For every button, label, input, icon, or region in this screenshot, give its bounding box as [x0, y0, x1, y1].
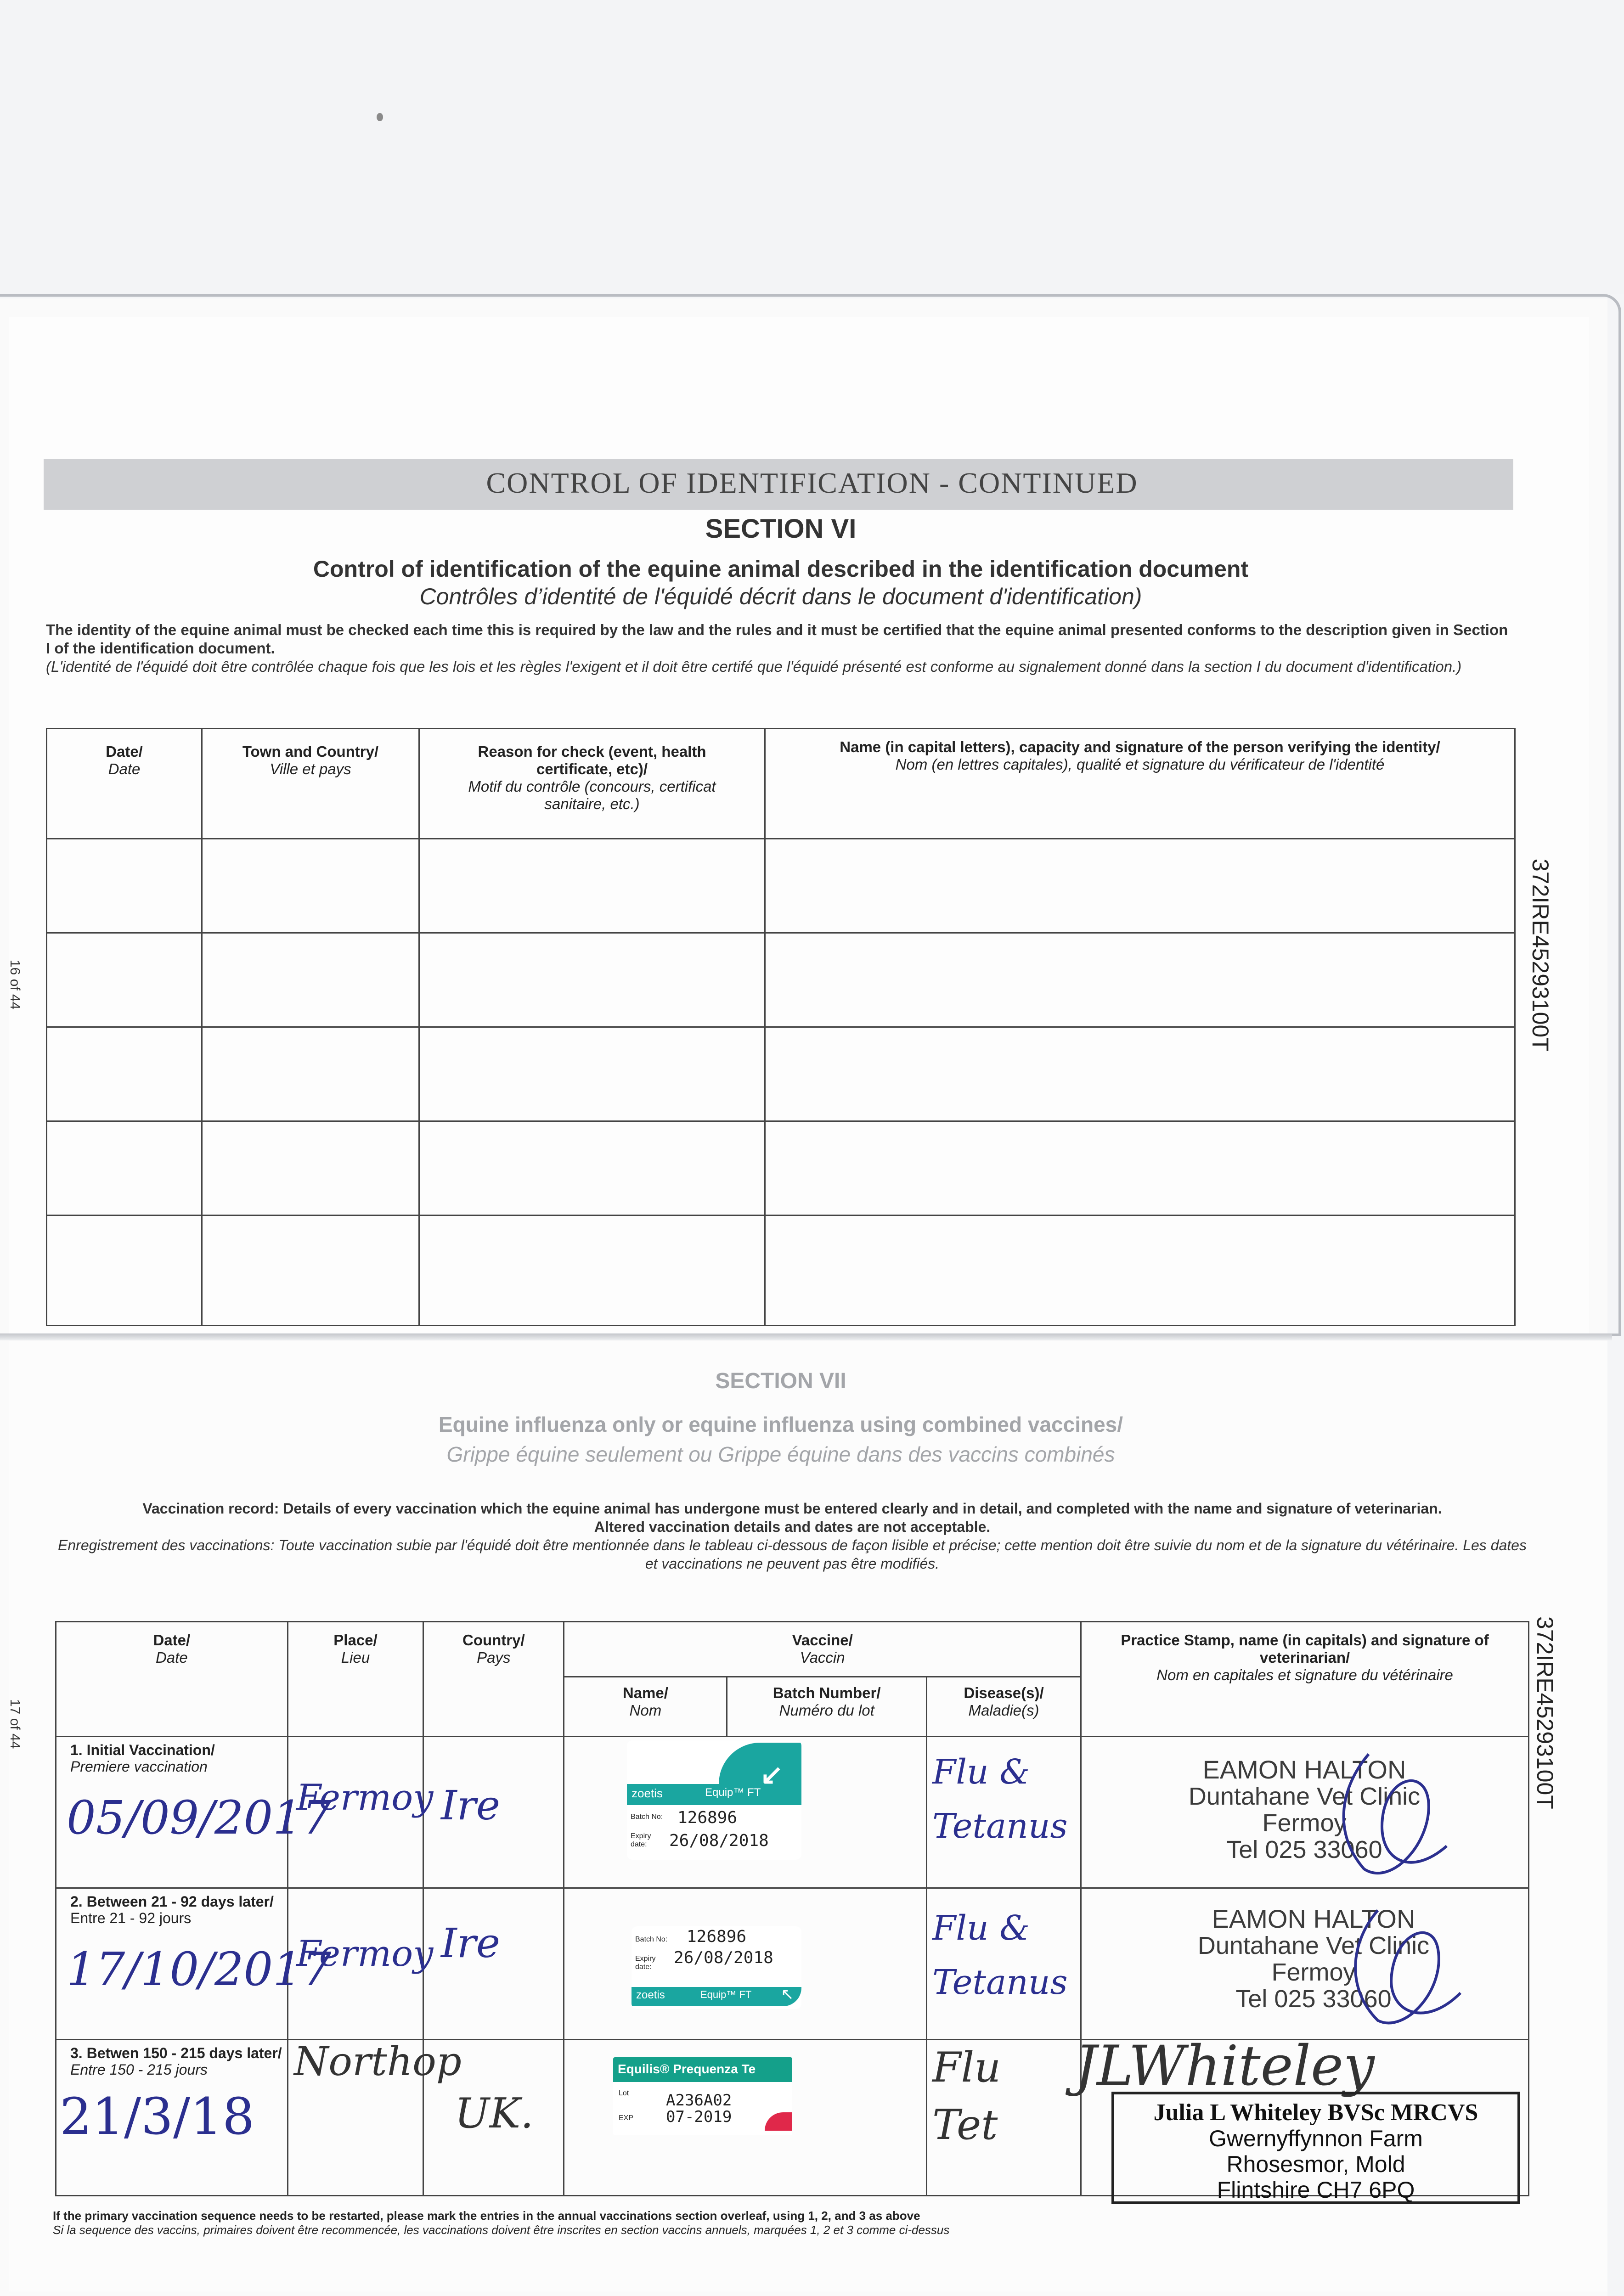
vet-stamp-3: Julia L Whiteley BVSc MRCVS Gwernyffynnon Farm Rhosesmor, Mold Flintshire CH7 6PQ — [1111, 2092, 1520, 2204]
batch-number: 126896 — [687, 1927, 747, 1946]
vaccine-sticker-3: Equilis® Prequenza Te Lot A236A02 EXP 07-2019 — [613, 2057, 792, 2135]
intro-bold: The identity of the equine animal must be checked each time this is required by the law and the rules and it must be certified that the equine animal presented conforms to the description given in Section I of the identification document. — [46, 621, 1508, 657]
row2-country: Ire — [441, 1919, 500, 1967]
section-title: SECTION VI — [705, 514, 857, 544]
col-verifier: Name (in capital letters), capacity and signature of the person verifying the identity/ Nom (en lettres capitales), qualité et signature du vérificateur de l'identité — [765, 729, 1515, 839]
banner-title: CONTROL OF IDENTIFICATION - CONTINUED — [486, 467, 1138, 499]
row1-disease: Flu & Tetanus — [932, 1752, 1068, 1846]
page-title-fr: Contrôles d’identité de l'équidé décrit dans le document d'identification) — [419, 584, 1142, 609]
table-row: 1. Initial Vaccination/ Premiere vaccination — [56, 1737, 1529, 1888]
row3-country: UK. — [455, 2089, 534, 2138]
row1-place: Fermoy — [296, 1777, 434, 1818]
page-number-bottom: 17 of 44 — [7, 1699, 23, 1749]
row1-date: 05/09/2017 — [67, 1791, 332, 1845]
page-title: Control of identification of the equine animal described in the identification document — [313, 556, 1249, 582]
vaccination-intro-bold: Vaccination record: Details of every vaccination which the equine animal has undergone must be entered clearly and in detail, and completed with the name and signature of veterinarian. — [142, 1500, 1442, 1517]
row2-date: 17/10/2017 — [67, 1942, 332, 1996]
scanner-background — [0, 0, 1624, 294]
hdr-vaccine: Vaccine/ Vaccin — [564, 1622, 1081, 1677]
hdr-disease: Disease(s)/ Maladie(s) — [926, 1677, 1081, 1737]
page-fold — [0, 1334, 1612, 1340]
vaccination-intro-fr: Enregistrement des vaccinations: Toute vaccination subie par l'équidé doit être mentionnée dans le tableau ci-dessous de façon lisible et précise; cette mention doit être suivie du nom et de la signature du vétérinaire. Les dates et vaccinations ne peuvent pas être modifiés. — [58, 1537, 1527, 1572]
passport-id-bottom: 372IRE45293100T — [1532, 1616, 1558, 1809]
vaccine-name: Equilis® Prequenza Te — [618, 2062, 756, 2076]
hdr-date: Date/ Date — [56, 1622, 288, 1737]
arrow-icon: ↙ — [760, 1759, 784, 1790]
table-row — [47, 839, 1515, 933]
col-date: Date/ Date — [47, 729, 202, 839]
table-row: 3. Betwen 150 - 215 days later/ Entre 150 - 215 jours — [56, 2040, 1529, 2196]
signature-3: JLWhiteley — [1075, 2034, 1375, 2098]
hdr-name: Name/ Nom — [564, 1677, 727, 1737]
vaccine-sticker-2: Batch No: 126896 Expiry date: 26/08/2018 zoetis Equip™ FT ↖ — [632, 1926, 801, 2009]
vaccine-sticker-1: ↙ zoetis Equip™ FT Batch No: 126896 Expiry date: 26/08/2018 — [627, 1740, 801, 1860]
vet-stamp-2: EAMON HALTON Duntahane Vet Clinic Fermoy Tel 025 33060 — [1197, 1904, 1430, 2013]
table-row: 2. Between 21 - 92 days later/ Entre 21 - 92 jours — [56, 1888, 1529, 2040]
expiry-date: 07-2019 — [666, 2108, 732, 2126]
identity-check-table — [46, 728, 1516, 1326]
batch-number: A236A02 — [666, 2091, 732, 2110]
page-number-top: 16 of 44 — [7, 960, 23, 1010]
vaccination-intro-bold2: Altered vaccination details and dates are not acceptable. — [594, 1519, 991, 1535]
row3-place: Northop — [294, 2039, 462, 2085]
signature-1 — [1314, 1750, 1460, 1883]
row2-disease: Flu & Tetanus — [932, 1908, 1068, 2002]
hdr-place: Place/ Lieu — [288, 1622, 423, 1737]
footnote-fr: Si la sequence des vaccins, primaires doivent être recommencée, les vaccinations doivent être inscrites en section vaccins annuels, marquées 1, 2 et 3 comme ci-dessus — [53, 2223, 950, 2237]
expiry-date: 26/08/2018 — [674, 1948, 773, 1967]
hdr-batch: Batch Number/ Numéro du lot — [727, 1677, 927, 1737]
section-title-vii: SECTION VII — [715, 1369, 846, 1393]
row1-country: Ire — [441, 1782, 500, 1829]
vaccine-name: Equip™ FT — [705, 1786, 761, 1799]
table-row — [47, 1027, 1515, 1121]
table-row — [47, 1216, 1515, 1326]
signature-2 — [1323, 1901, 1470, 2034]
row3-date: 21/3/18 — [60, 2087, 255, 2146]
hdr-stamp: Practice Stamp, name (in capitals) and signature of veterinarian/ Nom en capitales et signature du vétérinaire — [1081, 1622, 1529, 1737]
hdr-country: Country/ Pays — [423, 1622, 564, 1737]
brand-label: zoetis — [632, 1786, 663, 1800]
passport-id-top: 372IRE45293100T — [1528, 859, 1553, 1052]
row2-place: Fermoy — [296, 1933, 434, 1975]
vaccination-intro — [55, 1499, 1529, 1573]
arrow-icon: ↖ — [781, 1986, 794, 2003]
vaccine-title-fr: Grippe équine seulement ou Grippe équine dans des vaccins combinés — [446, 1442, 1115, 1466]
table-row — [47, 1121, 1515, 1216]
batch-number: 126896 — [677, 1808, 738, 1827]
footnote: If the primary vaccination sequence needs to be restarted, please mark the entries in the annual vaccinations section overleaf, using 1, 2, and 3 as above Si la sequence des vaccins, primaires doivent être recommencée, les vaccinations doivent être inscrites en section vaccins annuels, marquées 1, 2 et 3 comme ci-dessus — [53, 2209, 950, 2237]
col-reason: Reason for check (event, health certificate, etc)/ Motif du contrôle (concours, certificat sanitaire, etc.) — [419, 729, 765, 839]
vaccine-title: Equine influenza only or equine influenza using combined vaccines/ — [438, 1412, 1123, 1436]
expiry-date: 26/08/2018 — [669, 1831, 769, 1850]
table-row — [47, 933, 1515, 1027]
col-town: Town and Country/ Ville et pays — [202, 729, 419, 839]
row3-disease: Flu Tet — [932, 2043, 1001, 2149]
vet-stamp-1: EAMON HALTON Duntahane Vet Clinic Fermoy Tel 025 33060 — [1188, 1755, 1421, 1863]
intro-fr: (L'identité de l'équidé doit être contrôlée chaque fois que les lois et les règles l'exigent et il doit être certifé que l'équidé présenté est conforme au signalement donné dans la section I du document d'identification.) — [46, 658, 1462, 675]
dust-speck — [377, 113, 383, 121]
intro-text — [46, 621, 1511, 676]
